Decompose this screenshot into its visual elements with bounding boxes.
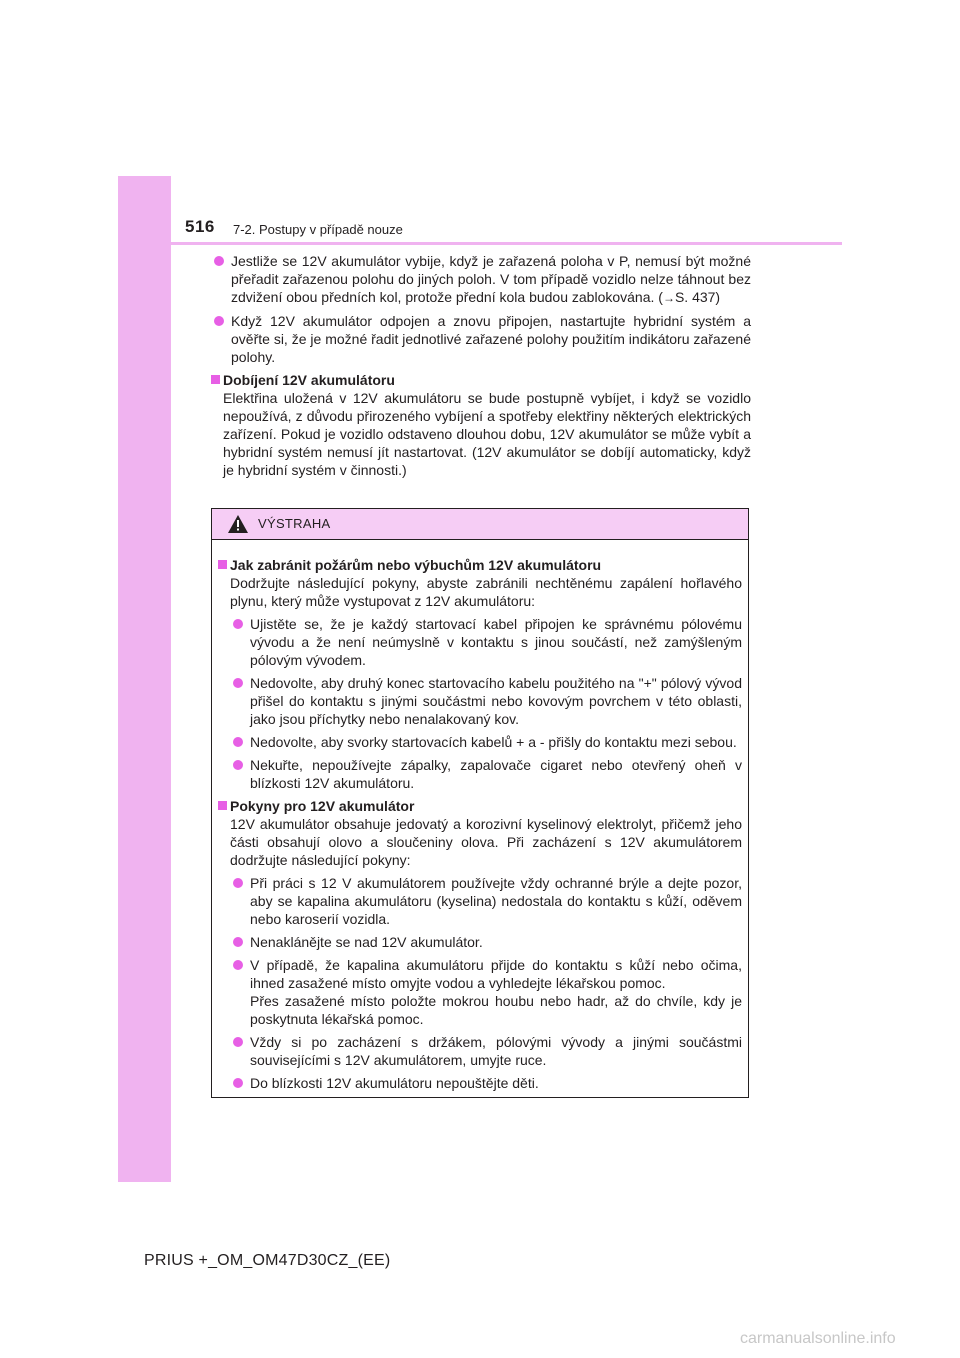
warning-bullet — [230, 674, 742, 728]
warning-header — [212, 509, 748, 540]
warning-section-text: 12V akumulátor obsahuje jedovatý a korozivní kyselinový elektrolyt, přičemž jeho části obsahují olovo a sloučeniny olova. Při zacházení s 12V akumulátorem dodržujte následující pokyny: — [230, 816, 742, 868]
intro-bullet-text: Když 12V akumulátor odpojen a znovu připojen, nastartujte hybridní systém a ověřte si, že je možné řadit jednotlivé zařazené polohy použitím indikátoru zařazené polohy. — [231, 313, 751, 365]
warning-bullet — [230, 1074, 742, 1092]
bullet-dot-icon — [233, 878, 243, 888]
bullet-dot-icon — [214, 316, 224, 326]
warning-bullet-text: Do blízkosti 12V akumulátoru nepouštějte děti. — [250, 1075, 539, 1091]
page-number: 516 — [185, 217, 215, 236]
warning-bullet-text: Při práci s 12 V akumulátorem používejte vždy ochranné brýle a dejte pozor, aby se kapalina akumulátoru (kyselina) nedostala do kontaktu s kůží, oděvem nebo karoserií vozidla. — [250, 875, 742, 927]
warning-bullet-text: Nedovolte, aby druhý konec startovacího kabelu použitého na "+" pólový vývod přišel do kontaktu s jinými součástmi nebo kovovým povrchem v této oblasti, jako jsou příchytky nebo nenalakovaný kov. — [250, 675, 742, 727]
warning-bullet-text: Nenaklánějte se nad 12V akumulátor. — [250, 934, 483, 950]
warning-triangle-icon — [228, 515, 248, 533]
warning-box — [211, 508, 749, 1098]
bullet-dot-icon — [233, 1078, 243, 1088]
warning-bullet-text: Nekuřte, nepoužívejte zápalky, zapalovače cigaret nebo otevřený oheň v blízkosti 12V akumulátoru. — [250, 757, 742, 791]
warning-bullet-text: Nedovolte, aby svorky startovacích kabelů + a - přišly do kontaktu mezi sebou. — [250, 734, 737, 750]
bullet-dot-icon — [233, 1037, 243, 1047]
intro-bullet — [211, 252, 751, 307]
charging-heading-text: Dobíjení 12V akumulátoru — [223, 372, 395, 388]
charging-heading — [211, 371, 751, 389]
main-content — [211, 252, 751, 484]
watermark: carmanualsonline.info — [740, 1330, 896, 1347]
bullet-dot-icon — [233, 937, 243, 947]
warning-heading-text: Jak zabránit požárům nebo výbuchům 12V akumulátoru — [230, 557, 602, 573]
warning-bullet-text: V případě, že kapalina akumulátoru přijde do kontaktu s kůží nebo očima, ihned zasažené místo omyjte vodou a vyhledejte lékařskou pomoc. — [250, 957, 742, 991]
intro-bullet — [211, 312, 751, 366]
warning-bullet — [230, 874, 742, 928]
arrow-right-icon: → — [662, 291, 675, 305]
warning-bullet — [230, 615, 742, 669]
warning-bullet-text: Vždy si po zacházení s držákem, pólovými vývody a jinými součástmi souvisejícími s 12V akumulátorem, umyjte ruce. — [250, 1034, 742, 1068]
page-reference[interactable]: S. 437) — [674, 289, 721, 305]
bullet-dot-icon — [233, 960, 243, 970]
footer-manual-code: PRIUS +_OM_OM47D30CZ_(EE) — [144, 1252, 391, 1269]
warning-bullet-extra-text: Přes zasažené místo položte mokrou houbu nebo hadr, až do chvíle, kdy je poskytnuta lékařská pomoc. — [250, 993, 742, 1027]
square-bullet-icon — [218, 560, 227, 569]
warning-bullet — [230, 1033, 742, 1069]
charging-text: Elektřina uložená v 12V akumulátoru se bude postupně vybíjet, i když se vozidlo nepoužívá, z důvodu přirozeného vybíjení a spotřeby elektřiny některých elektrických zařízení. Pokud je vozidlo odstaveno dlouhou dobu, 12V akumulátor se může vybít a hybridní systém nemusí jít nastartovat. (12V akumulátor se dobíjí automaticky, když je hybridní systém v činnosti.) — [223, 390, 751, 478]
bullet-dot-icon — [233, 737, 243, 747]
square-bullet-icon — [218, 801, 227, 810]
warning-section-heading — [218, 556, 742, 574]
warning-bullet-text: Ujistěte se, že je každý startovací kabel připojen ke správnému pólovému vývodu a že není neúmyslně v kontaktu s jinou součástí, než zamýšleným pólovým vývodem. — [250, 616, 742, 668]
warning-body — [218, 552, 742, 1097]
warning-bullet — [230, 956, 742, 1028]
bullet-dot-icon — [233, 678, 243, 688]
warning-bullet — [230, 756, 742, 792]
bullet-dot-icon — [233, 760, 243, 770]
intro-bullet-text: Jestliže se 12V akumulátor vybije, když je zařazená poloha v P, nemusí být možné přeřadit zařazenou polohu do jiných poloh. V tom případě vozidlo nelze táhnout bez zdvižení obou předních kol, protože přední kola budou zablokována. ( — [231, 253, 751, 305]
warning-bullet — [230, 933, 742, 951]
warning-section-heading — [218, 797, 742, 815]
warning-bullet — [230, 733, 742, 751]
square-bullet-icon — [211, 375, 220, 384]
warning-section-text: Dodržujte následující pokyny, abyste zabránili nechtěnému zapálení hořlavého plynu, který může vystupovat z 12V akumulátoru: — [230, 575, 742, 609]
header-rule — [171, 242, 842, 245]
bullet-dot-icon — [214, 256, 224, 266]
warning-heading-text: Pokyny pro 12V akumulátor — [230, 798, 415, 814]
bullet-dot-icon — [233, 619, 243, 629]
warning-title: VÝSTRAHA — [258, 516, 331, 531]
chapter-sidebar-tab — [118, 176, 171, 1182]
section-title: 7-2. Postupy v případě nouze — [233, 222, 403, 237]
